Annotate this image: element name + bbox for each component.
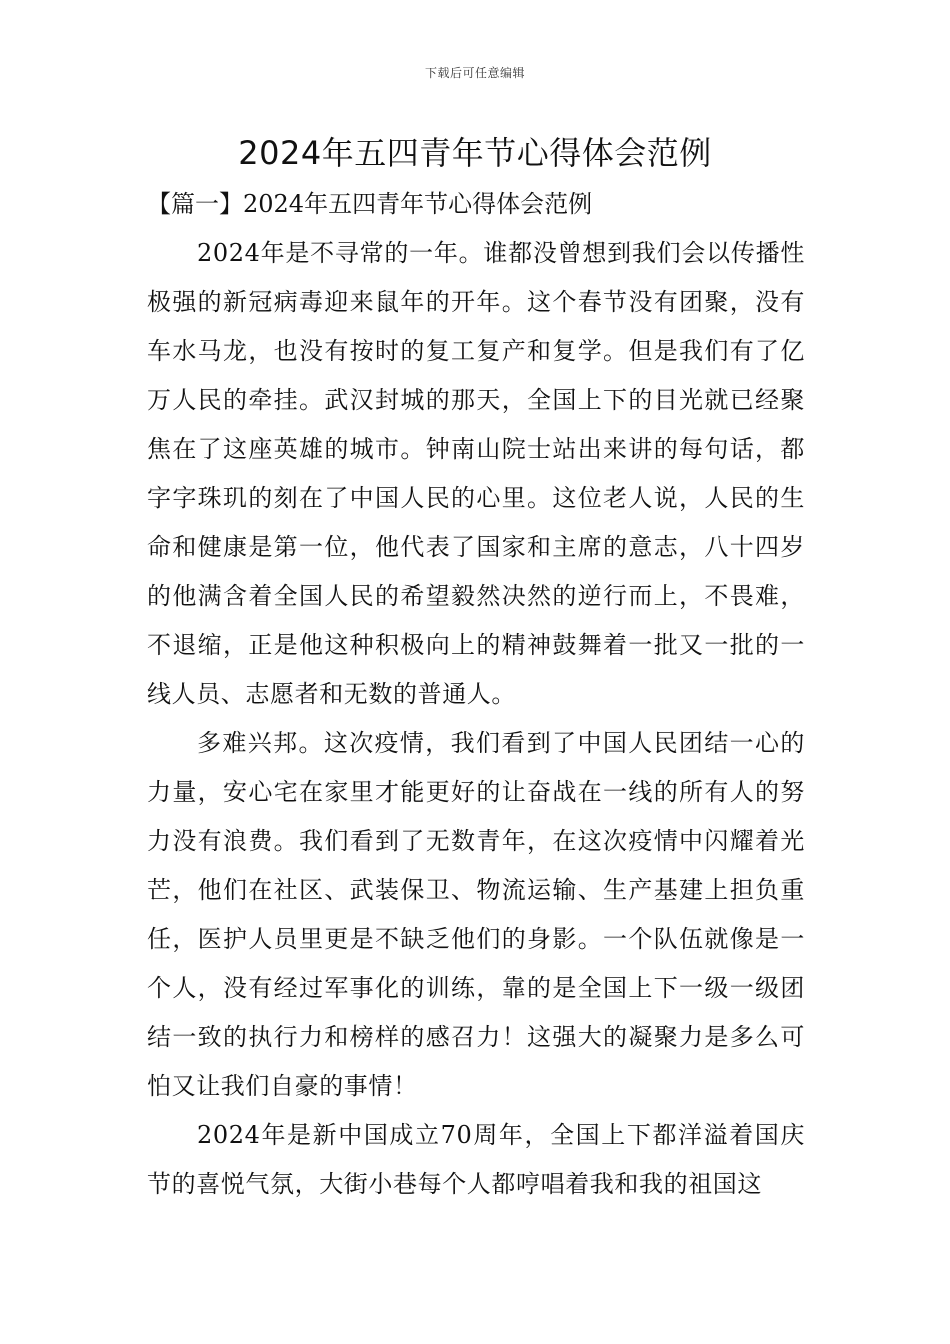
paragraph-1: 2024年是不寻常的一年。谁都没曾想到我们会以传播性极强的新冠病毒迎来鼠年的开年。这个春节没有团聚，没有车水马龙，也没有按时的复工复产和复学。但是我们有了亿万人民的牵挂。武汉封城的那天，全国上下的目光就已经聚焦在了这座英雄的城市。钟南山院士站出来讲的每句话，都字字珠玑的刻在了中国人民的心里。这位老人说，人民的生命和健康是第一位，他代表了国家和主席的意志，八十四岁的他满含着全国人民的希望毅然决然的逆行而上，不畏难，不退缩，正是他这种积极向上的精神鼓舞着一批又一批的一线人员、志愿者和无数的普通人。 [147,239,805,708]
paragraph-3: 2024年是新中国成立70周年，全国上下都洋溢着国庆节的喜悦气氛，大街小巷每个人都哼唱着我和我的祖国这 [147,1121,805,1198]
paragraph-2: 多难兴邦。这次疫情，我们看到了中国人民团结一心的力量，安心宅在家里才能更好的让奋战在一线的所有人的努力没有浪费。我们看到了无数青年，在这次疫情中闪耀着光芒，他们在社区、武装保卫、物流运输、生产基建上担负重任，医护人员里更是不缺乏他们的身影。一个队伍就像是一个人，没有经过军事化的训练，靠的是全国上下一级一级团结一致的执行力和榜样的感召力！这强大的凝聚力是多么可怕又让我们自豪的事情！ [147,729,805,1100]
document-body [147,180,805,1209]
document-title: 2024年五四青年节心得体会范例 [238,134,712,172]
section-heading: 【篇一】2024年五四青年节心得体会范例 [147,190,593,218]
header-note: 下载后可任意编辑 [424,66,525,80]
